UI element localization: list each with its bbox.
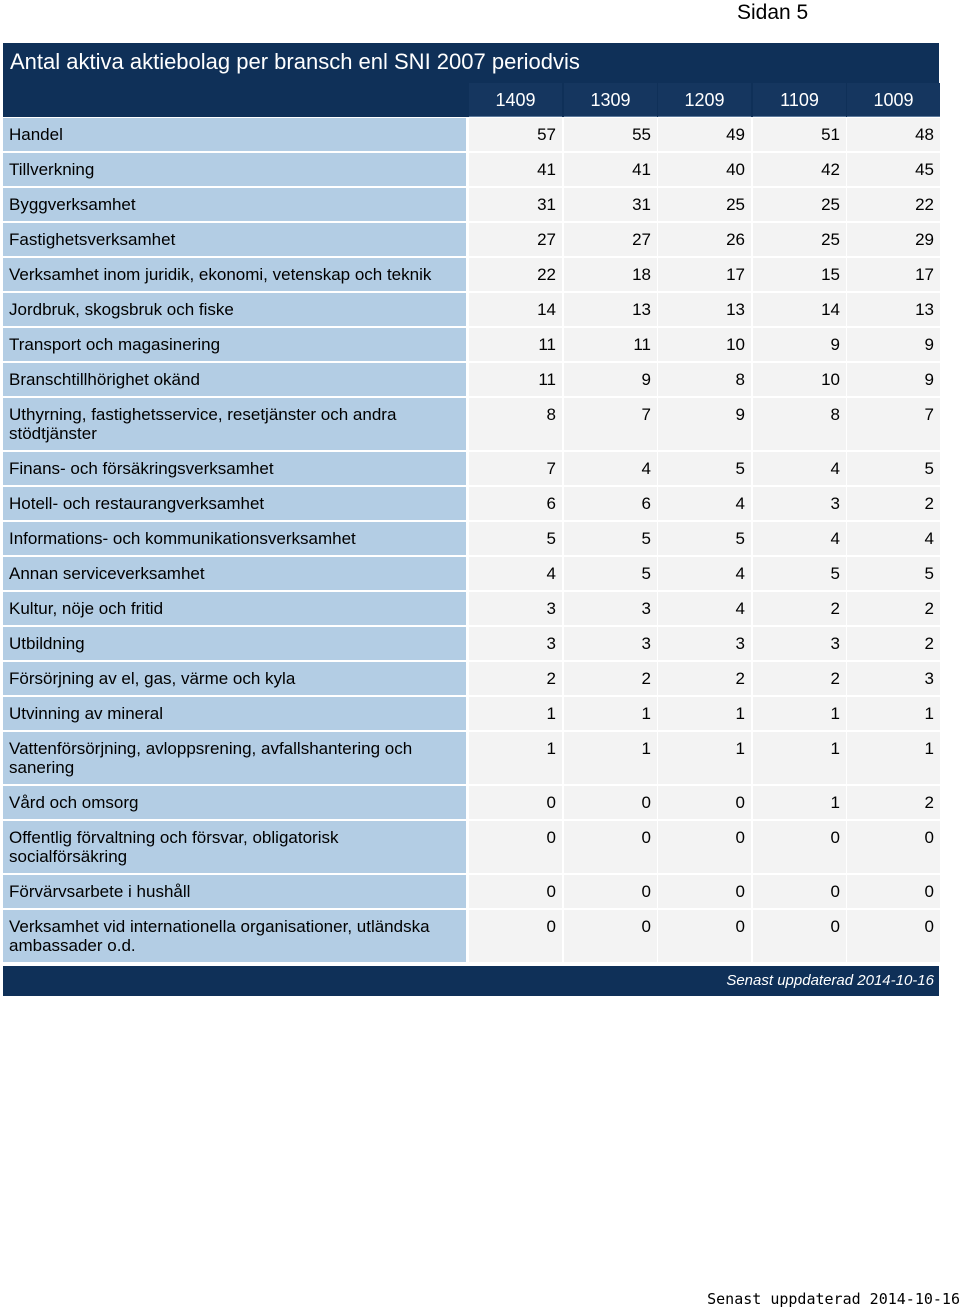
table-row <box>3 522 939 555</box>
value-cell: 25 <box>658 188 751 221</box>
value-cell: 2 <box>564 662 657 695</box>
table-row <box>3 627 939 660</box>
value-cell: 1 <box>564 697 657 730</box>
value-cell: 3 <box>564 592 657 625</box>
row-label: Offentlig förvaltning och försvar, obligatorisk socialförsäkring <box>3 821 466 873</box>
updated-note: Senast uppdaterad 2014-10-16 <box>726 972 934 989</box>
value-cell: 3 <box>753 627 846 660</box>
value-cell: 10 <box>658 328 751 361</box>
value-cell: 3 <box>753 487 846 520</box>
column-header: 1009 <box>847 83 940 117</box>
value-cell: 27 <box>564 223 657 256</box>
value-cell: 3 <box>658 627 751 660</box>
value-cell: 0 <box>469 821 562 873</box>
value-cell: 17 <box>658 258 751 291</box>
table-row <box>3 118 939 151</box>
value-cell: 5 <box>658 452 751 485</box>
table-row <box>3 910 939 962</box>
row-label: Transport och magasinering <box>3 328 466 361</box>
table-row <box>3 821 939 873</box>
value-cell: 4 <box>847 522 940 555</box>
value-cell: 49 <box>658 118 751 151</box>
value-cell: 2 <box>847 592 940 625</box>
value-cell: 2 <box>658 662 751 695</box>
value-cell: 22 <box>469 258 562 291</box>
value-cell: 2 <box>847 786 940 819</box>
value-cell: 4 <box>564 452 657 485</box>
value-cell: 1 <box>753 786 846 819</box>
value-cell: 1 <box>753 697 846 730</box>
value-cell: 2 <box>469 662 562 695</box>
row-label: Branschtillhörighet okänd <box>3 363 466 396</box>
value-cell: 2 <box>847 487 940 520</box>
table-row <box>3 293 939 326</box>
table-row <box>3 398 939 450</box>
page-number: Sidan 5 <box>737 1 809 24</box>
value-cell: 25 <box>753 188 846 221</box>
value-cell: 31 <box>564 188 657 221</box>
value-cell: 45 <box>847 153 940 186</box>
row-label: Verksamhet vid internationella organisationer, utländska ambassader o.d. <box>3 910 466 962</box>
value-cell: 4 <box>469 557 562 590</box>
value-cell: 0 <box>658 786 751 819</box>
table-row <box>3 732 939 784</box>
value-cell: 9 <box>564 363 657 396</box>
value-cell: 55 <box>564 118 657 151</box>
column-header: 1409 <box>469 83 562 117</box>
value-cell: 0 <box>847 910 940 962</box>
row-label: Annan serviceverksamhet <box>3 557 466 590</box>
value-cell: 13 <box>847 293 940 326</box>
value-cell: 17 <box>847 258 940 291</box>
column-header-row <box>3 81 939 117</box>
value-cell: 1 <box>847 732 940 784</box>
value-cell: 31 <box>469 188 562 221</box>
table-row <box>3 487 939 520</box>
value-cell: 9 <box>847 363 940 396</box>
table-row <box>3 153 939 186</box>
table-row <box>3 786 939 819</box>
row-label: Förvärvsarbete i hushåll <box>3 875 466 908</box>
value-cell: 0 <box>658 875 751 908</box>
value-cell: 3 <box>847 662 940 695</box>
value-cell: 5 <box>847 452 940 485</box>
value-cell: 7 <box>564 398 657 450</box>
value-cell: 57 <box>469 118 562 151</box>
table-row <box>3 875 939 908</box>
value-cell: 41 <box>564 153 657 186</box>
value-cell: 15 <box>753 258 846 291</box>
value-cell: 5 <box>847 557 940 590</box>
value-cell: 3 <box>469 592 562 625</box>
value-cell: 4 <box>753 522 846 555</box>
row-label: Utvinning av mineral <box>3 697 466 730</box>
value-cell: 1 <box>847 697 940 730</box>
value-cell: 1 <box>564 732 657 784</box>
value-cell: 18 <box>564 258 657 291</box>
table-row <box>3 363 939 396</box>
value-cell: 2 <box>753 662 846 695</box>
column-header: 1309 <box>564 83 657 117</box>
row-label: Utbildning <box>3 627 466 660</box>
value-cell: 25 <box>753 223 846 256</box>
value-cell: 4 <box>658 592 751 625</box>
row-label: Tillverkning <box>3 153 466 186</box>
value-cell: 0 <box>469 910 562 962</box>
value-cell: 5 <box>753 557 846 590</box>
value-cell: 6 <box>469 487 562 520</box>
table-row <box>3 592 939 625</box>
value-cell: 10 <box>753 363 846 396</box>
column-header: 1109 <box>753 83 846 117</box>
row-label: Finans- och försäkringsverksamhet <box>3 452 466 485</box>
value-cell: 11 <box>469 363 562 396</box>
value-cell: 13 <box>658 293 751 326</box>
value-cell: 8 <box>469 398 562 450</box>
value-cell: 0 <box>847 821 940 873</box>
value-cell: 0 <box>753 821 846 873</box>
row-label: Informations- och kommunikationsverksamhet <box>3 522 466 555</box>
row-label: Hotell- och restaurangverksamhet <box>3 487 466 520</box>
value-cell: 27 <box>469 223 562 256</box>
value-cell: 1 <box>658 697 751 730</box>
row-label: Fastighetsverksamhet <box>3 223 466 256</box>
value-cell: 8 <box>658 363 751 396</box>
value-cell: 13 <box>564 293 657 326</box>
value-cell: 51 <box>753 118 846 151</box>
row-label: Byggverksamhet <box>3 188 466 221</box>
value-cell: 11 <box>564 328 657 361</box>
value-cell: 9 <box>847 328 940 361</box>
value-cell: 0 <box>847 875 940 908</box>
value-cell: 7 <box>847 398 940 450</box>
value-cell: 2 <box>753 592 846 625</box>
table-row <box>3 557 939 590</box>
value-cell: 0 <box>658 910 751 962</box>
value-cell: 5 <box>658 522 751 555</box>
value-cell: 29 <box>847 223 940 256</box>
row-label: Uthyrning, fastighetsservice, resetjänster och andra stödtjänster <box>3 398 466 450</box>
value-cell: 0 <box>469 786 562 819</box>
value-cell: 2 <box>847 627 940 660</box>
row-label: Verksamhet inom juridik, ekonomi, vetenskap och teknik <box>3 258 466 291</box>
value-cell: 1 <box>658 732 751 784</box>
row-label: Vattenförsörjning, avloppsrening, avfallshantering och sanering <box>3 732 466 784</box>
value-cell: 4 <box>753 452 846 485</box>
value-cell: 5 <box>564 522 657 555</box>
value-cell: 3 <box>564 627 657 660</box>
table-footer <box>3 966 939 996</box>
value-cell: 48 <box>847 118 940 151</box>
value-cell: 7 <box>469 452 562 485</box>
value-cell: 5 <box>564 557 657 590</box>
value-cell: 0 <box>564 910 657 962</box>
value-cell: 9 <box>658 398 751 450</box>
value-cell: 42 <box>753 153 846 186</box>
value-cell: 1 <box>469 697 562 730</box>
table-row <box>3 662 939 695</box>
table-row <box>3 223 939 256</box>
value-cell: 1 <box>469 732 562 784</box>
row-label: Handel <box>3 118 466 151</box>
column-header: 1209 <box>658 83 751 117</box>
value-cell: 9 <box>753 328 846 361</box>
value-cell: 1 <box>753 732 846 784</box>
value-cell: 0 <box>753 875 846 908</box>
value-cell: 4 <box>658 557 751 590</box>
value-cell: 6 <box>564 487 657 520</box>
value-cell: 14 <box>753 293 846 326</box>
value-cell: 11 <box>469 328 562 361</box>
value-cell: 14 <box>469 293 562 326</box>
value-cell: 0 <box>753 910 846 962</box>
table-row <box>3 452 939 485</box>
page-footer-stamp: Senast uppdaterad 2014-10-16 <box>707 1290 960 1308</box>
table-row <box>3 697 939 730</box>
table-title: Antal aktiva aktiebolag per bransch enl SNI 2007 periodvis <box>3 43 939 81</box>
value-cell: 40 <box>658 153 751 186</box>
table-row <box>3 188 939 221</box>
value-cell: 3 <box>469 627 562 660</box>
row-label: Kultur, nöje och fritid <box>3 592 466 625</box>
value-cell: 4 <box>658 487 751 520</box>
value-cell: 0 <box>469 875 562 908</box>
value-cell: 41 <box>469 153 562 186</box>
value-cell: 26 <box>658 223 751 256</box>
value-cell: 0 <box>658 821 751 873</box>
row-label: Vård och omsorg <box>3 786 466 819</box>
value-cell: 5 <box>469 522 562 555</box>
value-cell: 8 <box>753 398 846 450</box>
row-label: Försörjning av el, gas, värme och kyla <box>3 662 466 695</box>
row-label: Jordbruk, skogsbruk och fiske <box>3 293 466 326</box>
value-cell: 22 <box>847 188 940 221</box>
value-cell: 0 <box>564 786 657 819</box>
table-row <box>3 328 939 361</box>
value-cell: 0 <box>564 875 657 908</box>
table-row <box>3 258 939 291</box>
value-cell: 0 <box>564 821 657 873</box>
